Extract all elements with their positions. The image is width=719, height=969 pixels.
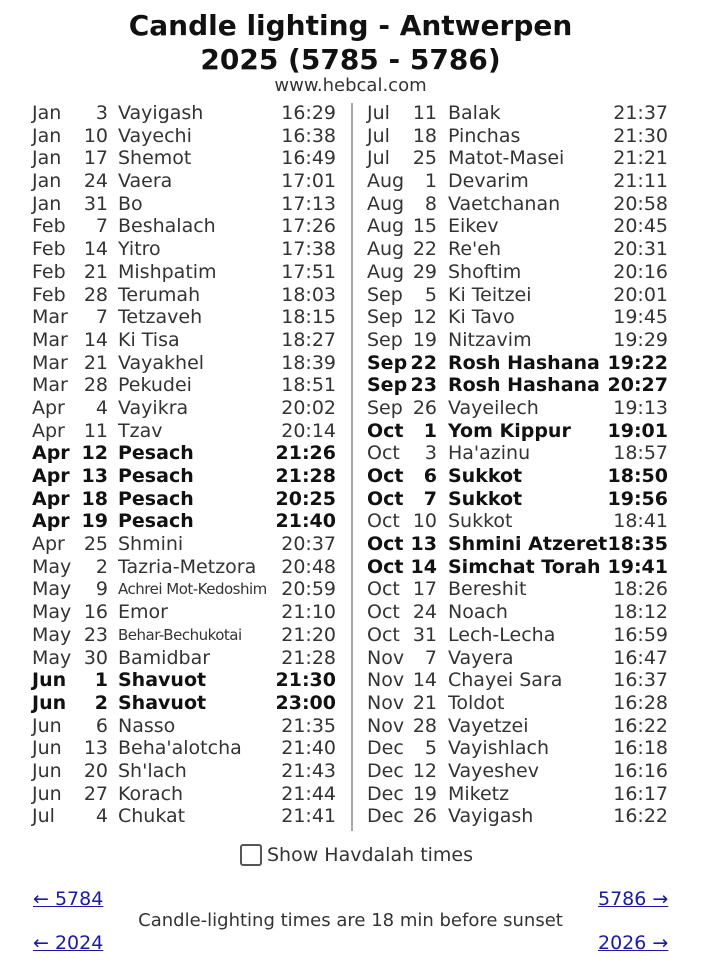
- parsha-cell: Sukkot: [448, 510, 513, 533]
- day-cell: 21: [83, 260, 108, 283]
- day-cell: 17: [412, 578, 437, 601]
- parsha-cell: Achrei Mot-Kedoshim: [118, 580, 267, 599]
- time-cell: 20:31: [613, 238, 668, 261]
- time-cell: 20:37: [281, 533, 336, 556]
- month-cell: Nov: [367, 714, 405, 737]
- month-cell: Oct: [367, 465, 404, 487]
- month-cell: Apr: [32, 487, 70, 510]
- day-cell: 30: [83, 646, 108, 669]
- time-cell: 16:47: [613, 646, 668, 669]
- month-cell: Jan: [32, 147, 62, 170]
- month-cell: Nov: [367, 669, 405, 692]
- month-cell: Nov: [367, 646, 405, 669]
- time-cell: 16:49: [281, 147, 336, 170]
- month-cell: Sep: [367, 328, 403, 351]
- parsha-cell: Sh'lach: [118, 759, 187, 782]
- day-cell: 3: [95, 102, 108, 124]
- day-cell: 22: [410, 351, 437, 374]
- day-cell: 5: [424, 283, 437, 306]
- day-cell: 17: [83, 147, 108, 170]
- day-cell: 26: [412, 805, 437, 828]
- time-cell: 20:59: [281, 578, 336, 601]
- month-cell: Feb: [32, 260, 66, 283]
- time-cell: 21:35: [281, 714, 336, 737]
- time-cell: 21:21: [613, 147, 668, 170]
- day-cell: 21: [412, 691, 437, 714]
- parsha-cell: Beshalach: [118, 215, 216, 238]
- month-cell: Oct: [367, 487, 404, 510]
- day-cell: 3: [424, 442, 437, 465]
- month-cell: Aug: [367, 192, 405, 215]
- month-cell: Apr: [32, 533, 65, 556]
- parsha-cell: Bamidbar: [118, 646, 211, 669]
- time-cell: 18:35: [607, 533, 668, 556]
- month-cell: Oct: [367, 555, 404, 578]
- havdalah-label: Show Havdalah times: [267, 844, 474, 866]
- day-cell: 18: [412, 124, 437, 147]
- parsha-cell: Eikev: [448, 215, 499, 238]
- month-cell: May: [32, 578, 72, 601]
- day-cell: 14: [412, 669, 437, 692]
- time-cell: 19:01: [607, 419, 668, 442]
- parsha-cell: Pesach: [118, 465, 194, 487]
- parsha-cell: Devarim: [448, 170, 529, 193]
- month-cell: Jun: [32, 669, 67, 692]
- parsha-cell: Miketz: [448, 782, 510, 805]
- parsha-cell: Vayera: [448, 646, 514, 669]
- time-cell: 18:41: [613, 510, 668, 533]
- time-cell: 21:44: [281, 782, 336, 805]
- day-cell: 13: [83, 737, 108, 760]
- time-cell: 16:16: [613, 759, 668, 782]
- day-cell: 4: [95, 396, 108, 419]
- parsha-cell: Yitro: [118, 238, 161, 261]
- parsha-cell: Shmini: [118, 533, 184, 556]
- day-cell: 15: [412, 215, 437, 238]
- parsha-cell: Emor: [118, 601, 168, 624]
- time-cell: 20:48: [281, 555, 336, 578]
- month-cell: Sep: [367, 283, 403, 306]
- time-cell: 16:22: [613, 805, 668, 828]
- time-cell: 20:25: [275, 487, 336, 510]
- parsha-cell: Pesach: [118, 487, 194, 510]
- time-cell: 23:00: [275, 691, 336, 714]
- time-cell: 16:17: [613, 782, 668, 805]
- month-cell: Jun: [32, 691, 67, 714]
- parsha-cell: Ki Tavo: [448, 306, 515, 329]
- month-cell: Jul: [367, 147, 390, 170]
- parsha-cell: Vayishlach: [448, 737, 550, 760]
- parsha-cell: Ha'azinu: [448, 442, 531, 465]
- parsha-cell: Rosh Hashana: [448, 351, 600, 374]
- time-cell: 21:28: [275, 465, 336, 487]
- month-cell: Jan: [32, 192, 62, 215]
- day-cell: 31: [412, 623, 437, 646]
- time-cell: 20:27: [607, 374, 668, 397]
- parsha-cell: Balak: [448, 102, 501, 124]
- month-cell: Sep: [367, 374, 408, 397]
- day-cell: 7: [95, 215, 108, 238]
- time-cell: 17:26: [281, 215, 336, 238]
- month-cell: Sep: [367, 306, 403, 329]
- day-cell: 26: [412, 396, 437, 419]
- month-cell: Jul: [367, 102, 390, 124]
- month-cell: May: [32, 646, 72, 669]
- day-cell: 1: [94, 669, 108, 692]
- month-cell: Aug: [367, 260, 405, 283]
- time-cell: 21:20: [281, 623, 336, 646]
- month-cell: Jun: [32, 782, 62, 805]
- parsha-cell: Rosh Hashana: [448, 374, 600, 397]
- month-cell: Mar: [32, 374, 68, 397]
- parsha-cell: Vayigash: [448, 805, 534, 828]
- time-cell: 18:15: [281, 306, 336, 329]
- day-cell: 11: [412, 102, 437, 124]
- time-cell: 19:45: [613, 306, 668, 329]
- day-cell: 10: [83, 124, 108, 147]
- month-cell: Dec: [367, 805, 404, 828]
- parsha-cell: Nitzavim: [448, 328, 532, 351]
- day-cell: 16: [83, 601, 108, 624]
- parsha-cell: Matot-Masei: [448, 147, 565, 170]
- month-cell: Oct: [367, 442, 400, 465]
- parsha-cell: Vayeilech: [448, 396, 539, 419]
- day-cell: 12: [81, 442, 108, 465]
- day-cell: 9: [95, 578, 108, 601]
- parsha-cell: Toldot: [448, 691, 505, 714]
- month-cell: Oct: [367, 419, 404, 442]
- month-cell: Aug: [367, 238, 405, 261]
- month-cell: Feb: [32, 283, 66, 306]
- month-cell: Oct: [367, 510, 400, 533]
- month-cell: Apr: [32, 465, 70, 487]
- day-cell: 12: [412, 306, 437, 329]
- day-cell: 27: [83, 782, 108, 805]
- parsha-cell: Shoftim: [448, 260, 522, 283]
- site-url: www.hebcal.com: [274, 75, 427, 96]
- parsha-cell: Tetzaveh: [118, 306, 203, 329]
- month-cell: Jun: [32, 759, 62, 782]
- month-cell: May: [32, 555, 72, 578]
- month-cell: Aug: [367, 170, 405, 193]
- parsha-cell: Vayechi: [118, 124, 192, 147]
- day-cell: 14: [83, 238, 108, 261]
- day-cell: 19: [412, 782, 437, 805]
- day-cell: 21: [83, 351, 108, 374]
- month-cell: Apr: [32, 510, 70, 533]
- time-cell: 18:51: [281, 374, 336, 397]
- month-cell: Mar: [32, 328, 68, 351]
- day-cell: 29: [412, 260, 437, 283]
- footnote: Candle-lighting times are 18 min before sunset: [138, 910, 563, 931]
- time-cell: 20:02: [281, 396, 336, 419]
- month-cell: Sep: [367, 396, 403, 419]
- parsha-cell: Beha'alotcha: [118, 737, 242, 760]
- time-cell: 21:43: [281, 759, 336, 782]
- day-cell: 23: [410, 374, 437, 397]
- day-cell: 8: [424, 192, 437, 215]
- month-cell: Mar: [32, 351, 68, 374]
- time-cell: 16:22: [613, 714, 668, 737]
- month-cell: Apr: [32, 396, 65, 419]
- parsha-cell: Vayikra: [118, 396, 189, 419]
- parsha-cell: Bo: [118, 192, 143, 215]
- parsha-cell: Simchat Torah: [448, 555, 601, 578]
- time-cell: 18:12: [613, 601, 668, 624]
- month-cell: Sep: [367, 351, 408, 374]
- page-title: Candle lighting - Antwerpen: [128, 9, 573, 42]
- day-cell: 25: [412, 147, 437, 170]
- day-cell: 23: [83, 623, 108, 646]
- parsha-cell: Lech-Lecha: [448, 623, 556, 646]
- parsha-cell: Yom Kippur: [448, 419, 571, 442]
- day-cell: 2: [95, 555, 108, 578]
- parsha-cell: Sukkot: [448, 465, 523, 487]
- month-cell: Aug: [367, 215, 405, 238]
- time-cell: 20:58: [613, 192, 668, 215]
- day-cell: 6: [423, 465, 437, 487]
- parsha-cell: Shemot: [118, 147, 192, 170]
- parsha-cell: Nasso: [118, 714, 176, 737]
- time-cell: 20:16: [613, 260, 668, 283]
- column-divider: [351, 103, 353, 831]
- day-cell: 22: [412, 238, 437, 261]
- parsha-cell: Ki Teitzei: [448, 283, 532, 306]
- time-cell: 21:26: [275, 442, 336, 465]
- month-cell: May: [32, 623, 72, 646]
- time-cell: 17:51: [281, 260, 336, 283]
- day-cell: 7: [423, 487, 437, 510]
- parsha-cell: Shavuot: [118, 669, 207, 692]
- parsha-cell: Vaera: [118, 170, 173, 193]
- month-cell: Oct: [367, 533, 404, 556]
- day-cell: 25: [83, 533, 108, 556]
- day-cell: 6: [95, 714, 108, 737]
- parsha-cell: Vaetchanan: [448, 192, 561, 215]
- parsha-cell: Pesach: [118, 510, 194, 533]
- havdalah-toggle[interactable]: [240, 844, 473, 866]
- time-cell: 19:29: [613, 328, 668, 351]
- time-cell: 16:28: [613, 691, 668, 714]
- parsha-cell: Tzav: [118, 419, 163, 442]
- day-cell: 19: [412, 328, 437, 351]
- time-cell: 18:03: [281, 283, 336, 306]
- day-cell: 28: [83, 374, 108, 397]
- month-cell: Nov: [367, 691, 405, 714]
- month-cell: Jul: [367, 124, 390, 147]
- time-cell: 19:22: [607, 351, 668, 374]
- day-cell: 13: [410, 533, 437, 556]
- month-cell: Apr: [32, 442, 70, 465]
- time-cell: 21:37: [613, 102, 668, 124]
- day-cell: 2: [94, 691, 108, 714]
- time-cell: 16:37: [613, 669, 668, 692]
- time-cell: 18:50: [607, 465, 668, 487]
- time-cell: 21:40: [275, 510, 336, 533]
- day-cell: 11: [83, 419, 108, 442]
- month-cell: Jul: [32, 805, 55, 828]
- parsha-cell: Vayeshev: [448, 759, 539, 782]
- time-cell: 20:45: [613, 215, 668, 238]
- parsha-cell: Pesach: [118, 442, 194, 465]
- havdalah-checkbox[interactable]: [240, 844, 262, 866]
- day-cell: 19: [81, 510, 108, 533]
- parsha-cell: Mishpatim: [118, 260, 217, 283]
- day-cell: 13: [81, 465, 108, 487]
- day-cell: 31: [83, 192, 108, 215]
- parsha-cell: Tazria-Metzora: [118, 555, 257, 578]
- time-cell: 17:01: [281, 170, 336, 193]
- day-cell: 14: [83, 328, 108, 351]
- time-cell: 19:41: [607, 555, 668, 578]
- parsha-cell: Shavuot: [118, 691, 207, 714]
- day-cell: 12: [412, 759, 437, 782]
- parsha-cell: Shmini Atzeret: [448, 533, 608, 556]
- day-cell: 7: [95, 306, 108, 329]
- month-cell: Feb: [32, 238, 66, 261]
- page-subtitle: 2025 (5785 - 5786): [200, 43, 501, 76]
- time-cell: 16:59: [613, 623, 668, 646]
- month-cell: Dec: [367, 759, 404, 782]
- day-cell: 14: [410, 555, 437, 578]
- parsha-cell: Re'eh: [448, 238, 501, 261]
- month-cell: Jun: [32, 714, 62, 737]
- month-cell: May: [32, 601, 72, 624]
- month-cell: Jan: [32, 124, 62, 147]
- parsha-cell: Vayetzei: [448, 714, 529, 737]
- time-cell: 21:40: [281, 737, 336, 760]
- time-cell: 17:13: [281, 192, 336, 215]
- month-cell: Dec: [367, 782, 404, 805]
- month-cell: Dec: [367, 737, 404, 760]
- time-cell: 21:30: [613, 124, 668, 147]
- parsha-cell: Noach: [448, 601, 508, 624]
- time-cell: 16:29: [281, 102, 336, 124]
- parsha-cell: Vayigash: [118, 102, 204, 124]
- month-cell: Jan: [32, 102, 62, 124]
- month-cell: Jan: [32, 170, 62, 193]
- day-cell: 1: [423, 419, 437, 442]
- time-cell: 21:28: [281, 646, 336, 669]
- parsha-cell: Ki Tisa: [118, 328, 180, 351]
- time-cell: 18:39: [281, 351, 336, 374]
- parsha-cell: Chukat: [118, 805, 186, 828]
- day-cell: 5: [424, 737, 437, 760]
- time-cell: 18:57: [613, 442, 668, 465]
- month-cell: Oct: [367, 623, 400, 646]
- time-cell: 20:01: [613, 283, 668, 306]
- day-cell: 28: [412, 714, 437, 737]
- month-cell: Feb: [32, 215, 66, 238]
- parsha-cell: Terumah: [118, 283, 201, 306]
- parsha-cell: Behar-Bechukotai: [118, 625, 242, 644]
- day-cell: 1: [424, 170, 437, 193]
- day-cell: 10: [412, 510, 437, 533]
- day-cell: 7: [424, 646, 437, 669]
- day-cell: 24: [83, 170, 108, 193]
- parsha-cell: Pekudei: [118, 374, 192, 397]
- next-gregorian-year-link[interactable]: 2026 →: [598, 932, 669, 954]
- day-cell: 24: [412, 601, 437, 624]
- day-cell: 4: [95, 805, 108, 828]
- prev-hebrew-year-link[interactable]: ← 5784: [33, 888, 104, 910]
- time-cell: 16:38: [281, 124, 336, 147]
- time-cell: 18:27: [281, 328, 336, 351]
- day-cell: 18: [81, 487, 108, 510]
- time-cell: 19:56: [607, 487, 668, 510]
- time-cell: 18:26: [613, 578, 668, 601]
- month-cell: Jun: [32, 737, 62, 760]
- parsha-cell: Vayakhel: [118, 351, 205, 374]
- parsha-cell: Korach: [118, 782, 184, 805]
- parsha-cell: Bereshit: [448, 578, 527, 601]
- time-cell: 21:10: [281, 601, 336, 624]
- time-cell: 20:14: [281, 419, 336, 442]
- day-cell: 20: [83, 759, 108, 782]
- time-cell: 17:38: [281, 238, 336, 261]
- time-cell: 19:13: [613, 396, 668, 419]
- month-cell: Mar: [32, 306, 68, 329]
- prev-gregorian-year-link[interactable]: ← 2024: [33, 932, 104, 954]
- time-cell: 21:41: [281, 805, 336, 828]
- time-cell: 21:30: [275, 669, 336, 692]
- month-cell: Oct: [367, 578, 400, 601]
- month-cell: Apr: [32, 419, 65, 442]
- next-hebrew-year-link[interactable]: 5786 →: [598, 888, 669, 910]
- parsha-cell: Chayei Sara: [448, 669, 563, 692]
- day-cell: 28: [83, 283, 108, 306]
- month-cell: Oct: [367, 601, 400, 624]
- parsha-cell: Pinchas: [448, 124, 521, 147]
- time-cell: 16:18: [613, 737, 668, 760]
- time-cell: 21:11: [613, 170, 668, 193]
- parsha-cell: Sukkot: [448, 487, 523, 510]
